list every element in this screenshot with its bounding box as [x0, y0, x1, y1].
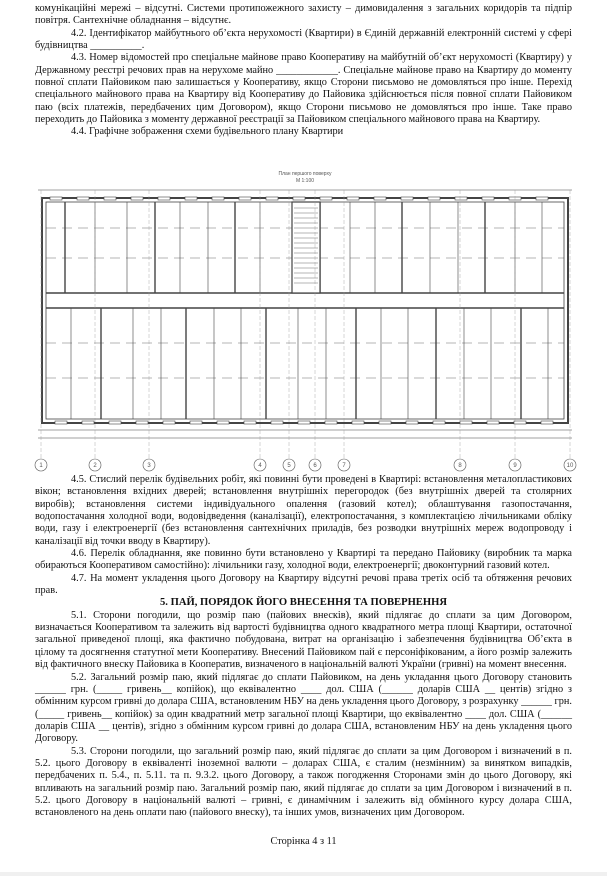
window — [460, 421, 472, 424]
window — [163, 421, 175, 424]
window — [293, 197, 305, 200]
window — [325, 421, 337, 424]
axis-label: 3 — [147, 463, 151, 469]
plan-title: План першого поверху — [278, 171, 332, 177]
window — [212, 197, 224, 200]
axis-label: 2 — [93, 463, 97, 469]
window — [50, 197, 62, 200]
axis-label: 6 — [313, 463, 317, 469]
window — [239, 197, 251, 200]
window — [266, 197, 278, 200]
paragraph-5-1: 5.1. Сторони погодили, що розмір паю (пайових внесків), який підлягає до сплати за цим Договором, визначається Кооперативом та залежить від вартості будівництва одного квадратного метра площі Квартири, остаточної загальної приведеної площі, яка фактично побудована, витрат на організацію і забезпечення будівництва Об’єкта в цілому та досягнення статутної мети Кооперативу. Внесений Пайовиком пай є персоніфікованим, а його розмір залежить від фактичного внеску Пайовика в Кооператив, визначеного в національній валюті України (гривні) на момент внесення. — [35, 609, 572, 671]
window — [244, 421, 256, 424]
axis-label: 5 — [287, 463, 291, 469]
window — [55, 421, 67, 424]
paragraph-4-1-cont: комунікаційні мережі – відсутні. Системи протипожежного захисту – димовидалення з загальних коридорів та підпір повітря. Сантехнічне обладнання – відсутнє. — [35, 3, 572, 27]
window — [298, 421, 310, 424]
window — [320, 197, 332, 200]
paragraph-4-3: 4.3. Номер відомостей про спеціальне майнове право Кооперативу на майбутній об’єкт нерухомості (Квартиру) у Державному реєстрі речових прав на нерухоме майно ____________. Спеціальне майнове право на Квартиру до моменту повної сплати Пайовиком паю залишається у Кооперативу, якщо Сторони письмово не домовляться про інше. Перехід спеціального майнового права на Квартиру від Кооперативу до Пайовика здійснюється після повної сплати Пайовиком паю (всіх платежів, передбачених цим Договором), якщо Сторони письмово не домовляться про інше. Таке право переходить до Пайовика з моменту державної реєстрації за Пайовиком спеціального майнового права на Квартиру. — [35, 52, 572, 126]
window — [82, 421, 94, 424]
page-number: Сторінка 4 з 11 — [270, 836, 337, 847]
window — [131, 197, 143, 200]
stairwell — [292, 202, 320, 293]
axis-label: 7 — [342, 463, 346, 469]
window — [271, 421, 283, 424]
window — [433, 421, 445, 424]
paragraph-4-6: 4.6. Перелік обладнання, яке повинно бути встановлено у Квартирі та передано Пайовику (виробник та марка обираються Кооперативом самостійно): лічильники газу, холодної води, електроенергії; двоконтурний газовий котел. — [35, 548, 572, 572]
axis-label: 10 — [566, 463, 574, 469]
page-bottom-edge — [0, 872, 607, 876]
axis-label: 9 — [513, 463, 517, 469]
window — [104, 197, 116, 200]
window — [374, 197, 386, 200]
window — [487, 421, 499, 424]
paragraph-4-2: 4.2. Ідентифікатор майбутнього об’єкта нерухомості (Квартири) в Єдиній державній електронній системі у сфері будівництва __________. — [35, 27, 572, 52]
axis-label: 1 — [39, 463, 43, 469]
paragraph-5-2: 5.2. Загальний розмір паю, який підлягає до сплати Пайовиком, на день укладання цього Договору становить ______ грн. (_____ гривень__ копійок), що еквівалентно ____ дол. США (______ доларів США __ центів) згідно з обмінним курсом гривні до долара США, встановленим НБУ на день укладення цього Договору, з розрахунку ______ грн. (_____ гривень__ копійок) за один квадратний метр загальної площі Квартири, що еквівалентно ____ дол. США (______ доларів США __ центів), згідно з обмінним курсом гривні до долара США, встановленим НБУ на день укладення цього Договору. — [35, 671, 572, 745]
window — [541, 421, 553, 424]
window — [455, 197, 467, 200]
paragraph-4-4: 4.4. Графічне зображення схеми будівельного плану Квартири — [71, 126, 344, 138]
window — [379, 421, 391, 424]
section-4-top — [35, 3, 572, 139]
window — [482, 197, 494, 200]
window — [158, 197, 170, 200]
plan-scale: М 1:100 — [295, 178, 315, 184]
window — [401, 197, 413, 200]
window — [217, 421, 229, 424]
window — [109, 421, 121, 424]
axis-label: 8 — [458, 463, 462, 469]
window — [352, 421, 364, 424]
window — [185, 197, 197, 200]
window — [536, 197, 548, 200]
paragraph-4-5: 4.5. Стислий перелік будівельних робіт, які повинні бути проведені в Квартирі: встановлення металопластикових вікон; встановлення вхідних дверей; встановлення внутрішніх перегородок (без внутрішніх дверей та столярних виробів); встановлення системи індивідуального опалення (газовий котел); облаштування газопостачання, водопостачання холодної води, водовідведення (каналізації), електропостачання, з комплектацією лічильниками обліку води, газу і електроенергії (без встановлення сантехнічних приладів, без розводки внутрішніх мереж водопроводу і каналізації від точки вводу в Квартиру). — [35, 474, 572, 547]
window — [406, 421, 418, 424]
window — [514, 421, 526, 424]
window — [428, 197, 440, 200]
section-5-heading: 5. ПАЙ, ПОРЯДОК ЙОГО ВНЕСЕННЯ ТА ПОВЕРНЕННЯ — [159, 597, 448, 609]
window — [136, 421, 148, 424]
paragraph-5-3: 5.3. Сторони погодили, що загальний розмір паю, який підлягає до сплати за цим Договором і визначений в п. 5.2. цього Договору в еквіваленті іноземної валюти – доларах США, є сталим (незмінним) за винятком випадків, передбачених п. 5.4., п. 5.11. та п. 9.3.2. цього Договору, а також погодження Сторонами змін до цього Договору, які впливають на загальний розмір паю. Загальний розмір паю, який підлягає до сплати за цим Договором і визначений в п. 5.2. цього Договору в національній валюті – гривні, є динамічним і залежить від обмінного курсу долара США, встановленого на день оплати паю (пайового внеску), та інших умов, визначених цим Договором. — [35, 745, 572, 819]
window — [77, 197, 89, 200]
window — [190, 421, 202, 424]
floor-plan-drawing — [30, 168, 580, 473]
axis-label: 4 — [258, 463, 262, 469]
paragraph-4-7: 4.7. На момент укладення цього Договору на Квартиру відсутні речові права третіх осіб та обтяження речових прав. — [35, 572, 572, 597]
window — [347, 197, 359, 200]
section-4-bottom — [35, 474, 572, 820]
